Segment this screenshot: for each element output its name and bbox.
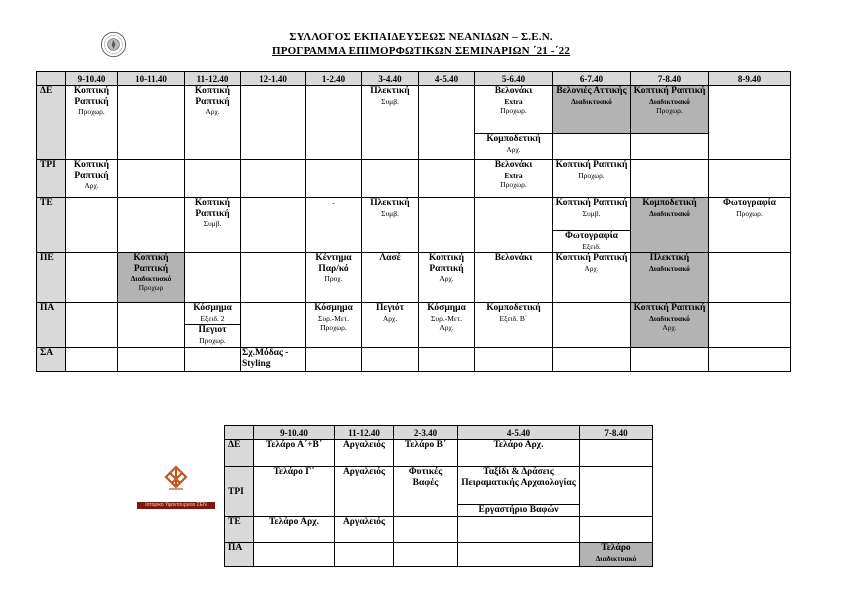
page-title: ΣΥΛΛΟΓΟΣ ΕΚΠΑΙΔΕΥΣΕΩΣ ΝΕΑΝΙΔΩΝ – Σ.Ε.Ν. bbox=[289, 31, 553, 43]
course-cell: Κοπτική Ραπτική Αρχ. bbox=[185, 86, 241, 160]
corner-cell bbox=[37, 72, 66, 86]
empty-cell bbox=[306, 160, 362, 198]
association-seal-logo bbox=[100, 31, 127, 58]
empty-cell bbox=[709, 303, 791, 348]
table-row bbox=[37, 198, 791, 231]
course-cell: Κόσμημα Εξειδ. 2 bbox=[185, 303, 241, 325]
table-row bbox=[37, 348, 791, 372]
empty-cell bbox=[475, 198, 553, 253]
empty-cell bbox=[419, 160, 475, 198]
course-cell: Κοπτική Ραπτική Συμβ. bbox=[185, 198, 241, 253]
empty-cell bbox=[631, 348, 709, 372]
table-row bbox=[37, 86, 791, 134]
empty-cell bbox=[580, 467, 653, 517]
time-header: 7-8.40 bbox=[631, 72, 709, 86]
empty-cell bbox=[419, 198, 475, 253]
course-cell: Πεγιότ Αρχ. bbox=[362, 303, 419, 348]
table-row bbox=[225, 440, 653, 467]
empty-cell bbox=[362, 348, 419, 372]
empty-cell bbox=[419, 348, 475, 372]
weaving-workshop-logo bbox=[137, 465, 215, 508]
course-cell: Κοπτική Ραπτική Προχωρ. bbox=[553, 160, 631, 198]
time-header: 7-8.40 bbox=[580, 426, 653, 440]
empty-cell bbox=[118, 303, 185, 348]
course-cell: Βελονάκι bbox=[475, 253, 553, 303]
empty-cell bbox=[241, 198, 306, 253]
empty-cell bbox=[631, 160, 709, 198]
header-row bbox=[225, 426, 653, 440]
empty-cell bbox=[419, 86, 475, 160]
empty-cell bbox=[458, 543, 580, 567]
table-row bbox=[37, 303, 791, 325]
empty-cell bbox=[580, 517, 653, 543]
time-header: 3-4.40 bbox=[362, 72, 419, 86]
empty-cell bbox=[553, 348, 631, 372]
empty-cell bbox=[185, 348, 241, 372]
day-label: ΠΑ bbox=[225, 543, 254, 567]
course-cell: Τελάρο Αρχ. bbox=[254, 517, 335, 543]
logo-caption: Ιστορικό Υφαντουργείο ΣΕΝ bbox=[137, 502, 215, 509]
course-cell: Κοπτική Ραπτική Αρχ. bbox=[66, 160, 118, 198]
page-subtitle: ΠΡΟΓΡΑΜΜΑ ΕΠΙΜΟΡΦΩΤΙΚΩΝ ΣΕΜΙΝΑΡΙΩΝ ΄21 -΄22 bbox=[271, 45, 571, 57]
course-cell: Κοπτική Ραπτική Διαδικτυακό Προχωρ. bbox=[631, 86, 709, 134]
course-cell: Πλεκτική Διαδικτυακό bbox=[631, 253, 709, 303]
table-row bbox=[225, 543, 653, 567]
time-header: 12-1.40 bbox=[241, 72, 306, 86]
corner-cell bbox=[225, 426, 254, 440]
empty-cell bbox=[306, 348, 362, 372]
course-cell: Φωτογραφία Προχωρ. bbox=[709, 198, 791, 253]
course-cell: Σχ.Μόδας -Styling bbox=[241, 348, 306, 372]
empty-cell bbox=[580, 440, 653, 467]
course-cell: Κοπτική Ραπτική Διαδικτυακό Προχωρ bbox=[118, 253, 185, 303]
empty-cell bbox=[66, 198, 118, 253]
course-cell: Τελάρο Β΄ bbox=[394, 440, 458, 467]
knot-icon bbox=[137, 465, 215, 497]
header-row bbox=[37, 72, 791, 86]
course-cell: Κομποδετική Διαδικτυακό bbox=[631, 198, 709, 253]
course-cell: Τελάρο Γ΄ bbox=[254, 467, 335, 517]
empty-cell bbox=[475, 348, 553, 372]
course-cell: - bbox=[306, 198, 362, 253]
course-cell: Βελονάκι Extra Προχωρ. bbox=[475, 160, 553, 198]
course-cell: Βελονάκι Extra Προχωρ. bbox=[475, 86, 553, 134]
time-header: 1-2.40 bbox=[306, 72, 362, 86]
course-cell: Ταξίδι & Δράσεις Πειραματικής Αρχαιολογίας bbox=[458, 467, 580, 505]
empty-cell bbox=[362, 160, 419, 198]
course-cell: Κόσμημα Συρ.-Μετ. Προχωρ. bbox=[306, 303, 362, 348]
empty-cell bbox=[241, 253, 306, 303]
time-header: 9-10.40 bbox=[66, 72, 118, 86]
empty-cell bbox=[118, 348, 185, 372]
empty-cell bbox=[709, 86, 791, 160]
seminar-schedule-table bbox=[36, 71, 791, 372]
course-cell: Κοπτική Ραπτική Διαδικτυακό Αρχ. bbox=[631, 303, 709, 348]
time-header: 2-3.40 bbox=[394, 426, 458, 440]
empty-cell bbox=[118, 86, 185, 160]
empty-cell bbox=[66, 303, 118, 348]
time-header: 9-10.40 bbox=[254, 426, 335, 440]
empty-cell bbox=[709, 253, 791, 303]
course-cell: Φυτικές Βαφές bbox=[394, 467, 458, 517]
course-cell: Πλεκτική Συμβ. bbox=[362, 198, 419, 253]
workshop-schedule-table bbox=[224, 425, 653, 567]
table-row bbox=[37, 253, 791, 303]
day-label: ΠΑ bbox=[37, 303, 66, 348]
time-header: 11-12.40 bbox=[335, 426, 394, 440]
course-cell: Κομποδετική Αρχ. bbox=[475, 134, 553, 160]
course-cell: Κέντημα Παρ/κό Προχ. bbox=[306, 253, 362, 303]
empty-cell bbox=[66, 253, 118, 303]
course-cell: Πεγιοτ Προχωρ. bbox=[185, 325, 241, 348]
empty-cell bbox=[306, 86, 362, 160]
table-row bbox=[225, 467, 653, 505]
time-header: 5-6.40 bbox=[475, 72, 553, 86]
course-cell: Κοπτική Ραπτική Αρχ. bbox=[553, 253, 631, 303]
course-cell: Κομποδετική Εξειδ. Β΄ bbox=[475, 303, 553, 348]
empty-cell bbox=[118, 160, 185, 198]
empty-cell bbox=[241, 160, 306, 198]
empty-cell bbox=[709, 348, 791, 372]
table-row bbox=[37, 160, 791, 198]
empty-cell bbox=[394, 543, 458, 567]
day-label: ΣΑ bbox=[37, 348, 66, 372]
course-cell: Τελάρο Α΄+Β΄ bbox=[254, 440, 335, 467]
time-header: 10-11.40 bbox=[118, 72, 185, 86]
empty-cell bbox=[553, 303, 631, 348]
day-label: ΤΡΙ bbox=[225, 467, 254, 517]
empty-cell bbox=[241, 86, 306, 160]
course-cell: Κοπτική Ραπτική Συμβ. bbox=[553, 198, 631, 231]
empty-cell bbox=[553, 134, 631, 160]
time-header: 4-5.40 bbox=[419, 72, 475, 86]
empty-cell bbox=[66, 348, 118, 372]
course-cell: Τελάρο Αρχ. bbox=[458, 440, 580, 467]
day-label: ΤΡΙ bbox=[37, 160, 66, 198]
course-cell: Πλεκτική Συμβ. bbox=[362, 86, 419, 160]
empty-cell bbox=[335, 543, 394, 567]
time-header: 8-9.40 bbox=[709, 72, 791, 86]
empty-cell bbox=[631, 134, 709, 160]
empty-cell bbox=[241, 303, 306, 348]
course-cell: Κοπτική Ραπτική Προχωρ. bbox=[66, 86, 118, 160]
day-label: ΤΕ bbox=[225, 517, 254, 543]
table-row bbox=[225, 517, 653, 543]
course-cell: Τελάρο Διαδικτυακό bbox=[580, 543, 653, 567]
empty-cell bbox=[118, 198, 185, 253]
empty-cell bbox=[254, 543, 335, 567]
course-cell: Εργαστήριο Βαφών bbox=[458, 505, 580, 517]
course-cell: Κόσμημα Συρ.-Μετ. Αρχ. bbox=[419, 303, 475, 348]
time-header: 4-5.40 bbox=[458, 426, 580, 440]
empty-cell bbox=[394, 517, 458, 543]
course-cell: Λασέ bbox=[362, 253, 419, 303]
course-cell: Αργαλειός bbox=[335, 440, 394, 467]
empty-cell bbox=[458, 517, 580, 543]
course-cell: Φωτογραφία Εξειδ. bbox=[553, 231, 631, 253]
day-label: ΠΕ bbox=[37, 253, 66, 303]
empty-cell bbox=[185, 160, 241, 198]
course-cell: Βελονιές Αττικής Διαδικτυακό bbox=[553, 86, 631, 134]
time-header: 11-12.40 bbox=[185, 72, 241, 86]
empty-cell bbox=[709, 160, 791, 198]
time-header: 6-7.40 bbox=[553, 72, 631, 86]
course-cell: Κοπτική Ραπτική Αρχ. bbox=[419, 253, 475, 303]
day-label: ΔΕ bbox=[225, 440, 254, 467]
course-cell: Αργαλειός bbox=[335, 517, 394, 543]
day-label: ΔΕ bbox=[37, 86, 66, 160]
empty-cell bbox=[185, 253, 241, 303]
course-cell: Αργαλειός bbox=[335, 467, 394, 517]
day-label: ΤΕ bbox=[37, 198, 66, 253]
